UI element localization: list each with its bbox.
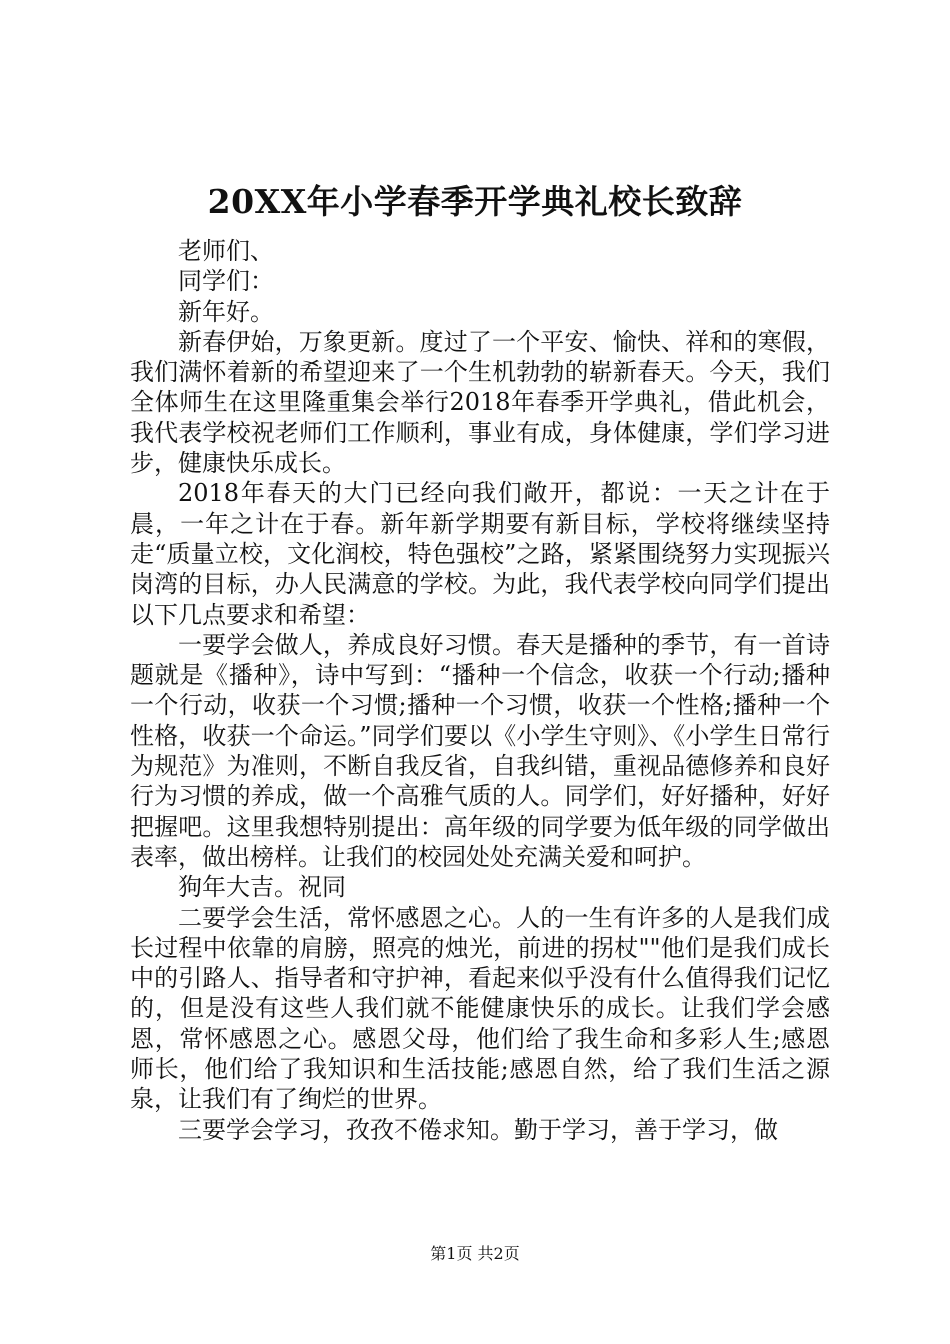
paragraph-new-spring: 新春伊始，万象更新。度过了一个平安、愉快、祥和的寒假，我们满怀着新的希望迎来了一个生机勃勃的崭新春天。今天，我们全体师生在这里隆重集会举行2018年春季开学典礼，借此机会，我代表学校祝老师们工作顺利，事业有成，身体健康，学们学习进步，健康快乐成长。 <box>130 327 830 478</box>
document-title: 20XX年小学春季开学典礼校长致辞 <box>207 182 743 221</box>
page-number: 第1页 共2页 <box>430 1244 520 1263</box>
document-body <box>130 236 830 1145</box>
paragraph-learn-to-live: 二要学会生活，常怀感恩之心。人的一生有许多的人是我们成长过程中依靠的肩膀，照亮的烛光，前进的拐杖""他们是我们成长中的引路人、指导者和守护神，看起来似乎没有什么值得我们记忆的，但是没有这些人我们就不能健康快乐的成长。让我们学会感恩，常怀感恩之心。感恩父母，他们给了我生命和多彩人生;感恩师长，他们给了我知识和生活技能;感恩自然，给了我们生活之源泉，让我们有了绚烂的世界。 <box>130 903 830 1114</box>
salutation-teachers: 老师们、 <box>178 237 274 265</box>
paragraph-learn-to-be-good: 一要学会做人，养成良好习惯。春天是播种的季节，有一首诗题就是《播种》，诗中写到：“播种一个信念，收获一个行动;播种一个行动，收获一个习惯;播种一个习惯，收获一个性格;播种一个性格，收获一个命运。”同学们要以《小学生守则》、《小学生日常行为规范》为准则，不断自我反省，自我纠错，重视品德修养和良好行为习惯的养成，做一个高雅气质的人。同学们，好好播种，好好把握吧。这里我想特别提出：高年级的同学要为低年级的同学做出表率，做出榜样。让我们的校园处处充满关爱和呵护。 <box>130 630 830 871</box>
paragraph-new-goals: 2018年春天的大门已经向我们敞开，都说：一天之计在于晨，一年之计在于春。新年新学期要有新目标，学校将继续坚持走“质量立校，文化润校，特色强校”之路，紧紧围绕努力实现振兴岗湾的目标，办人民满意的学校。为此，我代表学校向同学们提出以下几点要求和希望： <box>130 479 830 629</box>
greeting: 新年好。 <box>178 297 274 326</box>
salutation-students: 同学们： <box>178 267 274 296</box>
paragraph-fragment: 狗年大吉。祝同 <box>178 873 346 902</box>
paragraph-learn-to-study: 三要学会学习，孜孜不倦求知。勤于学习，善于学习，做 <box>178 1115 778 1144</box>
